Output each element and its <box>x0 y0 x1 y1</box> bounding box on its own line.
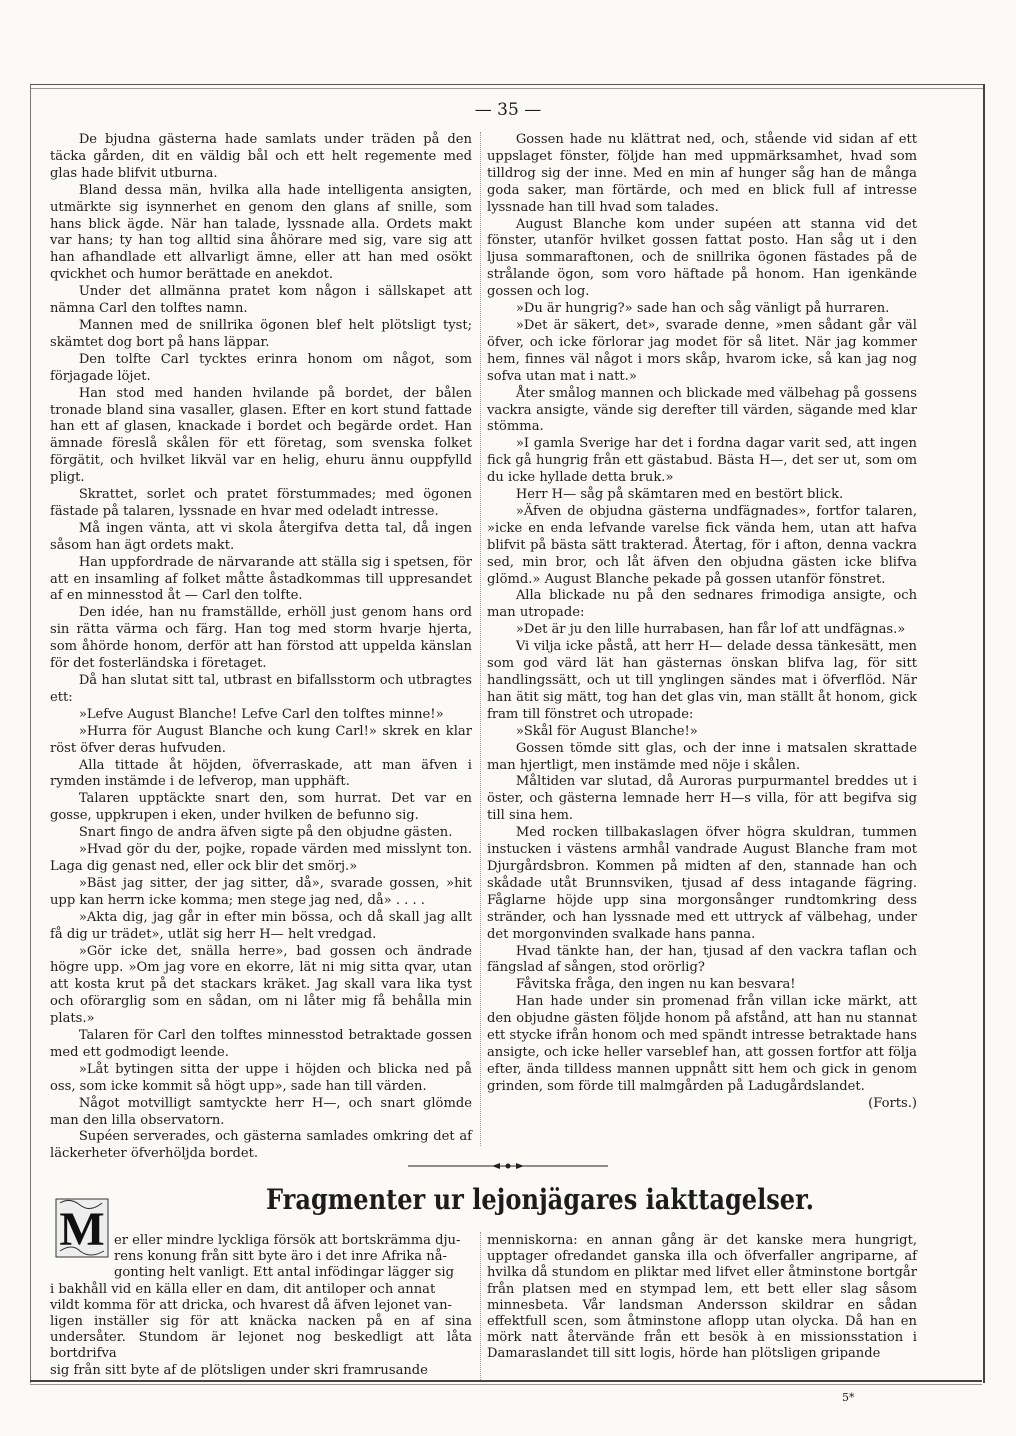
story-paragraph: Då han slutat sitt tal, utbrast en bifallsstorm och utbragtes ett: <box>50 673 472 705</box>
story-left-column <box>50 132 472 1163</box>
article-left-column <box>50 1233 472 1379</box>
drop-cap: M <box>59 1203 105 1256</box>
page-frame-bottom-inner <box>30 1384 982 1385</box>
article-line: er eller mindre lyckliga försök att bortskrämma dju- <box>114 1233 461 1248</box>
story-paragraph: Må ingen vänta, att vi skola återgifva detta tal, då ingen såsom han ägt ordets makt. <box>50 520 472 553</box>
story-paragraph: Han stod med handen hvilande på bordet, der bålen tronade bland sina vasaller, glasen. Efter en kort stund fattade han ett af glasen, knackade i bordet och begärde ordet. Han ämnade föreslå skålen för ett företag, som svenska folket förgätit, och hvilket likväl var en helig, ehuru ännu ouppfylld pligt. <box>50 385 472 486</box>
story-paragraph: »Bäst jag sitter, der jag sitter, då», svarade gossen, »hit upp kan herrn icke komma; men stege jag ned, då» . . . . <box>50 875 472 908</box>
signature-mark: 5* <box>842 1391 855 1404</box>
story-paragraph: Hvad tänkte han, der han, tjusad af den vackra taflan och fängslad af sången, stod orörlig? <box>487 943 917 976</box>
story-paragraph: Åter smålog mannen och blickade med välbehag på gossens vackra ansigte, vände sig derefter till värden, sägande med klar stömma. <box>487 385 917 435</box>
story-paragraph: Talaren för Carl den tolftes minnesstod betraktade gossen med ett godmodigt leende. <box>50 1028 472 1060</box>
story-paragraph: Den tolfte Carl tycktes erinra honom om något, som förjagade löjet. <box>50 351 472 384</box>
story-paragraph: »Äfven de objudna gästerna undfägnades», fortfor talaren, »icke en enda lefvande varelse fick vända hem, utan att hafva blifvit på bästa sätt trakterad. Återtag, för i afton, denna vackra sed, min bror, och låt äfven den objudna gästen icke blifva glömd.» August Blanche pekade på gossen utanför fönstret. <box>487 503 917 587</box>
story-paragraph: Måltiden var slutad, då Auroras purpurmantel breddes ut i öster, och gästerna lemnade herr H—s villa, för att begifva sig till sina hem. <box>487 774 917 824</box>
story-paragraph: »Låt bytingen sitta der uppe i höjden och blicka ned på oss, som icke kommit så högt upp», sade han till värden. <box>50 1061 472 1094</box>
story-paragraph: »I gamla Sverige har det i fordna dagar varit sed, att ingen fick gå hungrig från ett gästabud. Bästa H—, det ser ut, som om du icke hyllade detta bruk.» <box>487 436 917 486</box>
article-line: i bakhåll vid en källa eller en dam, dit antiloper och annat <box>50 1281 436 1297</box>
story-paragraph: Alla tittade åt höjden, öfverraskade, att man äfven i rymden instämde i de lefverop, man upphäft. <box>50 757 472 790</box>
story-paragraph: Bland dessa män, hvilka alla hade intelligenta ansigten, utmärkte sig isynnerhet en genom den glans af snille, som hans blick ägde. När han talade, lyssnade alla. Ordets makt var hans; ty han tog alltid sina åhörare med sig, vare sig att han afhandlade ett allvarligt ämne, eller att han med osökt qvickhet och humor berättade en anekdot. <box>50 182 472 283</box>
story-paragraph: Supéen serverades, och gästerna samlades omkring det af läckerheter öfverhöljda bordet. <box>50 1129 472 1162</box>
story-paragraph: Mannen med de snillrika ögonen blef helt plötsligt tyst; skämtet dog bort på hans läppar. <box>50 317 472 350</box>
story-paragraph: Han uppfordrade de närvarande att ställa sig i spetsen, för att en insamling af folket måtte åstadkommas till uppresandet af en minnesstod åt — Carl den tolfte. <box>50 554 472 604</box>
story-paragraph: Något motvilligt samtyckte herr H—, och snart glömde man den lilla observatorn. <box>50 1095 472 1128</box>
story-paragraph: Vi vilja icke påstå, att herr H— delade dessa tänkesätt, men som god värd lät han gästernas önskan blifva lag, för sitt handlingssätt, och ut till ynglingen sändes mat i öfverflöd. När han ätit sig mätt, tog han det glas vin, man ställt åt honom, gick fram till fönstret och utropade: <box>487 639 917 722</box>
story-paragraph: Gossen hade nu klättrat ned, och, stående vid sidan af ett uppslaget fönster, följde han med uppmärksamhet, hvad som tilldrog sig der inne. Med en min af hunger såg han de många goda saker, man förtärde, och med en blick full af intresse lyssnade han till hvad som talades. <box>487 132 917 215</box>
article-line: sig från sitt byte af de plötsligen under skri framrusande <box>50 1362 428 1378</box>
story-paragraph: Under det allmänna pratet kom någon i sällskapet att nämna Carl den tolftes namn. <box>50 284 472 317</box>
article-column-divider <box>480 1232 481 1380</box>
story-paragraph: Alla blickade nu på den sednares frimodiga ansigte, och man utropade: <box>487 588 917 621</box>
article-title: Fragmenter ur lejonjägares iakttagelser. <box>266 1183 814 1216</box>
page-number: — 35 — <box>474 100 542 120</box>
article-right-column <box>487 1233 917 1363</box>
column-divider <box>480 132 481 1146</box>
story-paragraph: »Det är ju den lille hurrabasen, han får lof att undfägnas.» <box>515 622 906 638</box>
story-right-column <box>487 132 917 1113</box>
story-paragraph: »Gör icke det, snälla herre», bad gossen och ändrade högre upp. »Om jag vore en ekorre, lät ni mig sitta qvar, utan att kosta krut på det stackars kräket. Jag skall vara lika tyst och oförarglig som en sådan, om ni låter mig få behålla min plats.» <box>50 943 472 1027</box>
article-line: ligen inställer sig för att knäcka nacken på en af sina undersåter. Stundom är lejonet nog beskedligt att låta bortdrifva <box>50 1314 472 1362</box>
story-paragraph: »Du är hungrig?» sade han och såg vänligt på hurraren. <box>515 301 890 317</box>
story-paragraph: »Lefve August Blanche! Lefve Carl den tolftes minne!» <box>78 706 444 722</box>
article-line: gonting helt vanligt. Ett antal infödingar lägger sig <box>114 1265 454 1281</box>
section-ornament <box>408 1160 608 1172</box>
article-line: rens konung från sitt byte äro i det inre Afrika nå- <box>114 1249 447 1265</box>
story-paragraph: »Hurra för August Blanche och kung Carl!» skrek en klar röst öfver deras hufvuden. <box>50 723 472 756</box>
story-paragraph: »Akta dig, jag går in efter min bössa, och då skall jag allt få dig ur trädet», utlät sig herr H— helt vredgad. <box>50 909 472 942</box>
story-paragraph: Snart fingo de andra äfven sigte på den objudne gästen. <box>78 825 453 841</box>
story-paragraph: Skrattet, sorlet och pratet förstummades; med ögonen fästade på talaren, lyssnade en hvar med odeladt intresse. <box>50 487 472 519</box>
story-paragraph: Fåvitska fråga, den ingen nu kan besvara! <box>515 977 796 993</box>
story-paragraph: »Hvad gör du der, pojke, ropade värden med misslynt ton. Laga dig genast ned, eller ock blir det smörj.» <box>50 842 472 874</box>
story-paragraph: August Blanche kom under supéen att stanna vid det fönster, utanför hvilket gossen fattat posto. Han såg ut i den ljusa sommaraftonen, och de snillrika ögonen fästades på de strålande ögon, som voro häftade på honom. Han igenkände gossen och log. <box>487 216 917 300</box>
story-paragraph: Herr H— såg på skämtaren med en bestört blick. <box>515 487 844 503</box>
continued-label: (Forts.) <box>868 1095 917 1111</box>
story-paragraph: »Det är säkert, det», svarade denne, »men sådant går väl öfver, och icke förlorar jag modet för så litet. När jag kommer hem, finnes väl något i mors skåp, hvarom icke, så kan jag nog sofva utan mat i natt.» <box>487 317 917 384</box>
story-paragraph: De bjudna gästerna hade samlats under träden på den täcka gården, dit en väldig bål och ett helt regemente med glas hade blifvit utburna. <box>50 132 472 181</box>
story-paragraph: Talaren upptäckte snart den, som hurrat. Det var en gosse, uppkrupen i eken, under hvilken de befunno sig. <box>50 791 472 824</box>
article-line: vildt komma för att dricka, och hvarest då äfven lejonet van- <box>50 1297 452 1313</box>
story-paragraph: Gossen tömde sitt glas, och der inne i matsalen skrattade man hjertligt, men instämde med nöje i skålen. <box>487 740 917 773</box>
story-paragraph: Den idée, han nu framställde, erhöll just genom hans ord sin rätta värma och färg. Han tog med storm hvarje hjerta, som åhörde honom, derför att han förstod att uppelda känslan för det fosterländska i företaget. <box>50 605 472 672</box>
page-frame-bottom <box>30 1380 982 1382</box>
story-paragraph: Med rocken tillbakaslagen öfver högra skuldran, tummen instucken i västens armhål vandrade August Blanche fram mot Djurgårdsbron. Kommen på midten af den, stannade han och skådade utåt Brunnsviken, tjusad af dess intagande fägring. Fåglarne höjde upp sina morgonsånger rundtomkring dess stränder, och han lyssnade med ett uttryck af välbehag, under det morgonvinden svalkade hans panna. <box>487 825 917 942</box>
story-paragraph: »Skål för August Blanche!» <box>515 723 698 739</box>
article-paragraph: menniskorna: en annan gång är det kanske mera hungrigt, upptager ofredandet ganska illa och öfverfaller angriparne, af hvilka då stundom en pliktar med lifvet eller åtminstone bortgår från platsen med en stympad lem, ett bett eller slag såsom minnesbeta. Vår landsman Andersson skildrar en sådan effektfull scen, som åtminstone aflopp utan olycka. Då han en mörk natt återvände från ett besök à en missionsstation i Damaraslandet till sitt logis, hörde han plötsligen gripande <box>487 1233 917 1362</box>
story-paragraph: Han hade under sin promenad från villan icke märkt, att den objudne gästen följde honom på afstånd, att han nu stannat ett stycke ifrån honom och med spändt intresse betraktade hans ansigte, och icke heller varseblef han, att gossen fortfor att följa efter, ända tilldess mannen uppnått sitt hem och gick in genom grinden, som förde till malmgården på Ladugårdslandet. (Forts.) <box>487 994 917 1111</box>
